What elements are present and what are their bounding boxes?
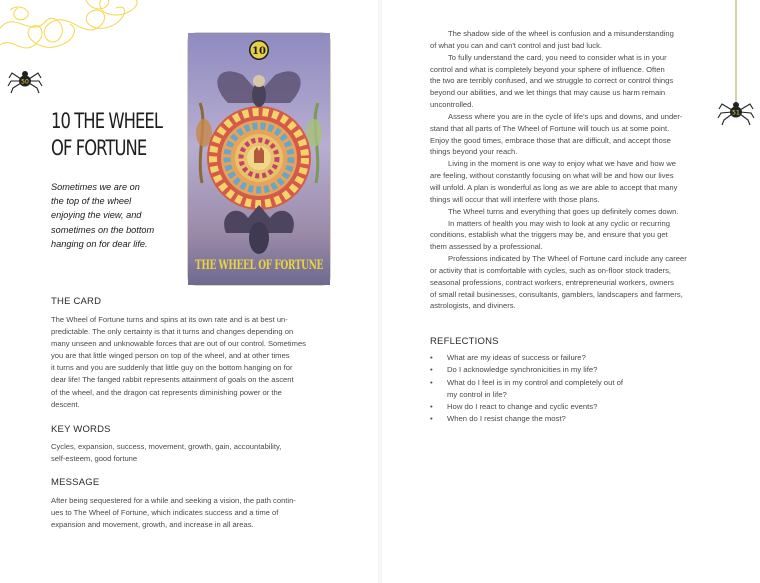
bullet-icon: • bbox=[430, 402, 433, 412]
bullet-icon: • bbox=[430, 377, 433, 387]
title-line-2: OF FORTUNE bbox=[51, 136, 147, 160]
text-line: Cycles, expansion, success, movement, growth, gain, accountability, bbox=[51, 442, 282, 451]
svg-text:10: 10 bbox=[252, 46, 266, 57]
text-line: Enjoy the good times, embrace those that are difficult, and accept those bbox=[430, 135, 671, 145]
quote-line: the top of the wheel bbox=[51, 196, 132, 207]
text-line: dear life! The fanged rabbit represents attainment of goals on the ascent bbox=[51, 375, 294, 385]
svg-text:THE WHEEL OF FORTUNE: THE WHEEL OF FORTUNE bbox=[195, 258, 324, 273]
section-heading-key-words: KEY WORDS bbox=[51, 424, 111, 435]
paragraph-first-line: The shadow side of the wheel is confusion and a misunderstanding bbox=[448, 29, 674, 38]
text-line: it turns and you are suddenly that little guy on the bottom hanging on for bbox=[51, 363, 293, 373]
quote-line: sometimes on the bottom bbox=[51, 224, 155, 235]
svg-text:51: 51 bbox=[732, 109, 740, 117]
reflection-item bbox=[430, 389, 660, 401]
text-line: things beyond your reach. bbox=[430, 147, 518, 157]
paragraph-first-line: In matters of health you may wish to look at any cyclic or recurring bbox=[448, 218, 670, 228]
title-line-1: 10 THE WHEEL bbox=[51, 109, 163, 133]
text-line: seasonal professions, contract workers, entrepreneurial workers, owners bbox=[430, 277, 674, 287]
yellow-doodle-decoration bbox=[0, 0, 150, 70]
svg-text:50: 50 bbox=[21, 78, 29, 86]
reflection-text: Do I acknowledge synchronicities in my life? bbox=[447, 365, 598, 375]
reflection-text: What are my ideas of success or failure? bbox=[447, 353, 586, 362]
reflection-item bbox=[430, 364, 660, 376]
text-line: predictable. The only certainty is that it turns and changes depending on bbox=[51, 327, 294, 337]
paragraph-first-line: Professions indicated by The Wheel of Fortune card include any career bbox=[448, 254, 687, 264]
reflections-list bbox=[430, 352, 660, 426]
quote-line: hanging on for dear life. bbox=[51, 238, 148, 249]
page-title bbox=[51, 108, 176, 162]
book-gutter bbox=[378, 0, 382, 583]
text-line: beyond our abilities, and we let things that may cause us harm remain bbox=[430, 88, 666, 98]
bullet-icon: • bbox=[430, 353, 433, 362]
quote-line: enjoying the view, and bbox=[51, 210, 142, 221]
text-line: expansion and movement, growth, and increase in all areas. bbox=[51, 520, 254, 530]
right-page-body bbox=[430, 28, 710, 312]
quote-line: Sometimes we are on bbox=[51, 182, 140, 192]
message-body bbox=[51, 495, 329, 531]
text-line: stand that all parts of The Wheel of Fortune will touch us at some point. bbox=[430, 123, 670, 133]
text-line: ues to The Wheel of Fortune, which indicates success and a time of bbox=[51, 508, 279, 518]
text-line: many unseen and unknowable forces that are out of our control. Sometimes bbox=[51, 339, 306, 349]
text-line: the two are terribly confused, and we struggle to correct or control things bbox=[430, 76, 674, 86]
section-heading-reflections: REFLECTIONS bbox=[430, 336, 499, 347]
bullet-icon: • bbox=[430, 414, 433, 424]
text-line: descent. bbox=[51, 399, 80, 409]
intro-quote bbox=[51, 180, 171, 251]
paragraph-first-line: Living in the moment is one way to enjoy what we have and how we bbox=[448, 159, 676, 169]
key-words-body bbox=[51, 441, 329, 465]
paragraph-first-line: To fully understand the card, you need to consider what is in your bbox=[448, 52, 667, 62]
the-card-body bbox=[51, 314, 329, 411]
text-line: will unfold. A plan is wonderful as long as we are able to accept that many bbox=[430, 182, 678, 192]
text-line: astrologists, and diviners. bbox=[430, 301, 516, 311]
bullet-icon: • bbox=[430, 365, 433, 375]
text-line: you are that little winged person on top of the wheel, and at other times bbox=[51, 351, 290, 361]
text-line: control and what is completely beyond your sphere of influence. Often bbox=[430, 64, 665, 74]
hanging-spider-icon bbox=[716, 0, 756, 126]
text-line: uncontrolled. bbox=[430, 100, 474, 110]
paragraph-first-line: The Wheel turns and everything that goes up definitely comes down. bbox=[448, 206, 679, 216]
section-heading-the-card: THE CARD bbox=[51, 296, 102, 307]
text-line: self-esteem, good fortune bbox=[51, 454, 138, 464]
reflection-text: my control in life? bbox=[447, 389, 507, 399]
text-line: conditions, establish what the triggers may be, and ensure that you get bbox=[430, 230, 668, 240]
section-heading-message: MESSAGE bbox=[51, 477, 100, 488]
text-line: things will occur that will interfere with those plans. bbox=[430, 194, 600, 204]
reflection-item bbox=[430, 401, 660, 413]
text-line: of the wheel, and the dragon cat represents diminishing power or the bbox=[51, 387, 282, 397]
reflection-item bbox=[430, 413, 660, 425]
text-line: are feeling, without constantly focusing on what will be and how our lives bbox=[430, 171, 674, 181]
reflection-item bbox=[430, 377, 660, 389]
text-line: After being sequestered for a while and seeking a vision, the path contin- bbox=[51, 496, 296, 505]
text-line: of small retail businesses, consultants, gamblers, landscapers and farmers, bbox=[430, 289, 683, 299]
paragraph-first-line: Assess where you are in the cycle of life's ups and downs, and under- bbox=[448, 111, 683, 121]
reflection-text: How do I react to change and cyclic events? bbox=[447, 402, 598, 412]
text-line: or activity that is comfortable with cycles, such as on-floor stock traders, bbox=[430, 265, 671, 275]
text-line: them assessed by a professional. bbox=[430, 242, 543, 252]
text-line: of what you can and can't control and just bad luck. bbox=[430, 40, 602, 50]
spider-icon bbox=[8, 68, 42, 94]
tarot-card-image bbox=[188, 33, 330, 285]
reflection-text: When do I resist change the most? bbox=[447, 414, 566, 424]
text-line: The Wheel of Fortune turns and spins at its own rate and is at best un- bbox=[51, 315, 288, 324]
reflection-item bbox=[430, 352, 660, 364]
reflection-text: What do I feel is in my control and completely out of bbox=[447, 377, 624, 387]
